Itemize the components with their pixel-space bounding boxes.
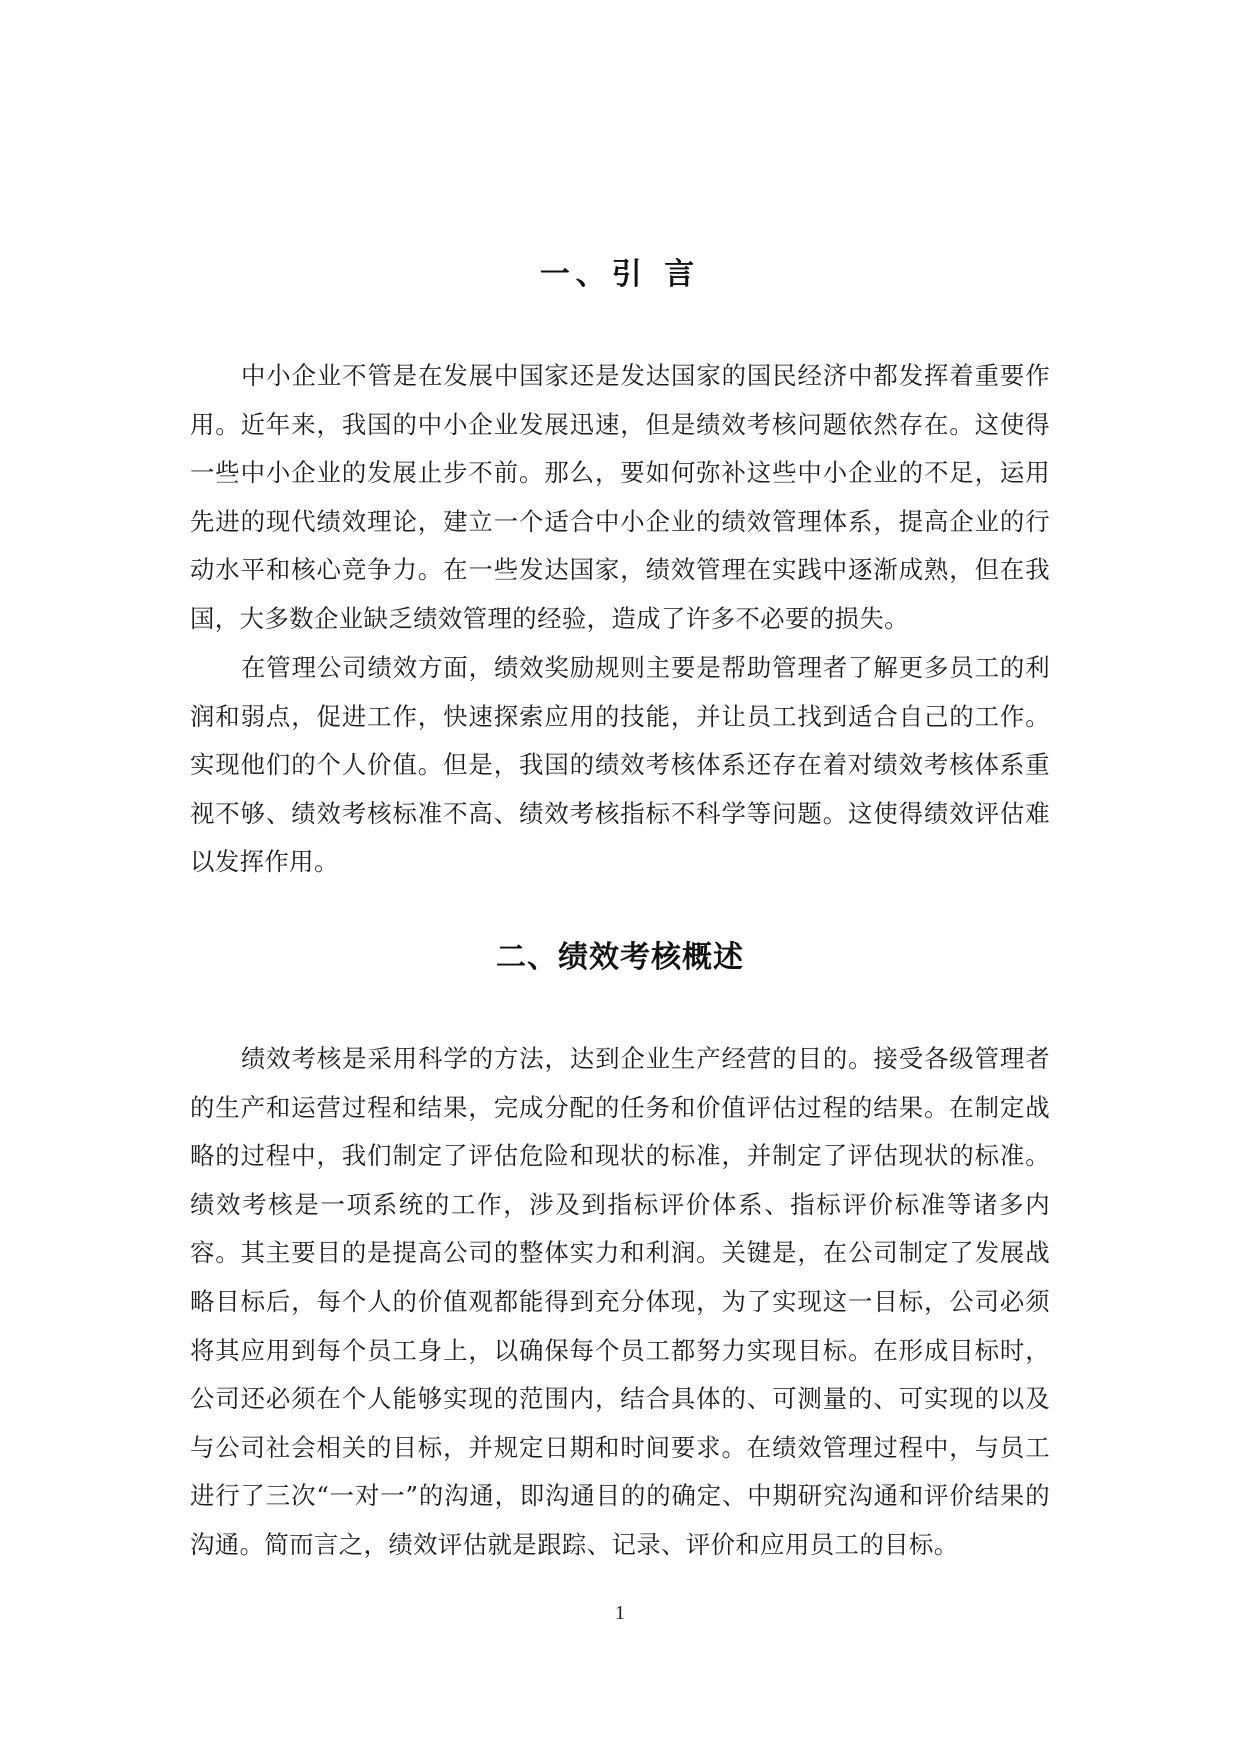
section-title-introduction: 一、引 言 xyxy=(539,257,701,292)
paragraph: 在管理公司绩效方面，绩效奖励规则主要是帮助管理者了解更多员工的利润和弱点，促进工作，快速探索应用的技能，并让员工找到适合自己的工作。实现他们的个人价值。但是，我国的绩效考核体系还存在着对绩效考核体系重视不够、绩效考核标准不高、绩效考核指标不科学等问题。这使得绩效评估难以发挥作用。 xyxy=(190,653,1050,877)
section-title-performance-overview: 二、绩效考核概述 xyxy=(496,940,744,975)
page-number: 1 xyxy=(615,1602,625,1624)
paragraph: 绩效考核是采用科学的方法，达到企业生产经营的目的。接受各级管理者的生产和运营过程和结果，完成分配的任务和价值评估过程的结果。在制定战略的过程中，我们制定了评估危险和现状的标准，并制定了评估现状的标准。绩效考核是一项系统的工作，涉及到指标评价体系、指标评价标准等诸多内容。其主要目的是提高公司的整体实力和利润。关键是，在公司制定了发展战略目标后，每个人的价值观都能得到充分体现，为了实现这一目标，公司必须将其应用到每个员工身上，以确保每个员工都努力实现目标。在形成目标时，公司还必须在个人能够实现的范围内，结合具体的、可测量的、可实现的以及与公司社会相关的目标，并规定日期和时间要求。在绩效管理过程中，与员工进行了三次“一对一”的沟通，即沟通目的的确定、中期研究沟通和评价结果的沟通。简而言之，绩效评估就是跟踪、记录、评价和应用员工的目标。 xyxy=(190,1044,1050,1559)
paragraph: 中小企业不管是在发展中国家还是发达国家的国民经济中都发挥着重要作用。近年来，我国的中小企业发展迅速，但是绩效考核问题依然存在。这使得一些中小企业的发展止步不前。那么，要如何弥补这些中小企业的不足，运用先进的现代绩效理论，建立一个适合中小企业的绩效管理体系，提高企业的行动水平和核心竞争力。在一些发达国家，绩效管理在实践中逐渐成熟，但在我国，大多数企业缺乏绩效管理的经验，造成了许多不必要的损失。 xyxy=(190,361,1050,633)
